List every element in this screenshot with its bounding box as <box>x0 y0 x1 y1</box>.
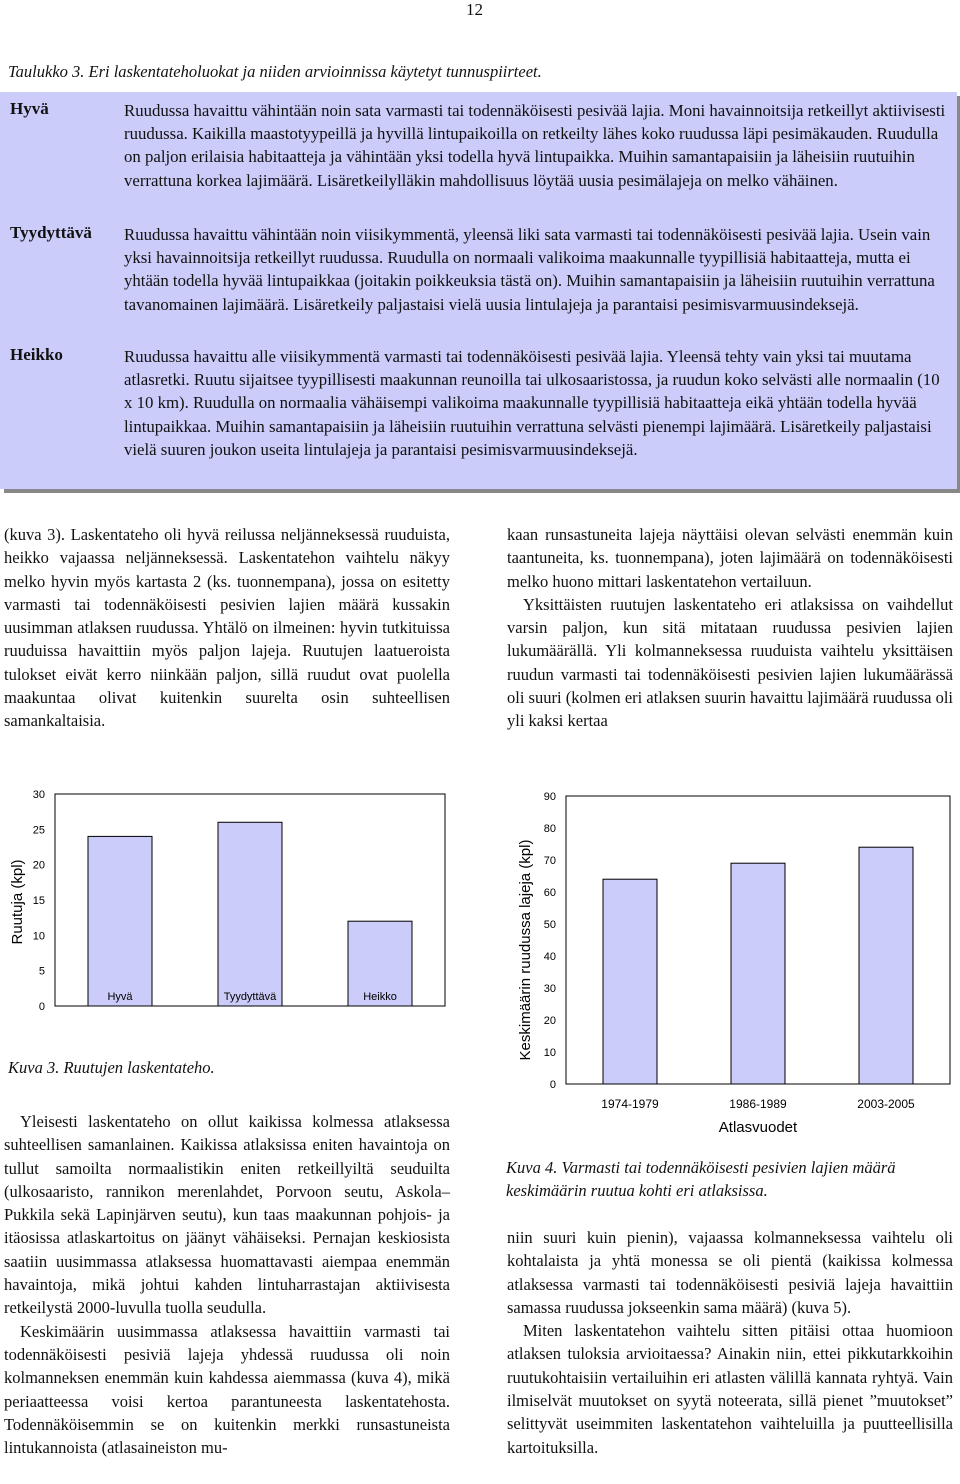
x-category-label: 1974-1979 <box>601 1097 659 1111</box>
paragraph: Keskimäärin uusimmassa atlaksessa havaittiin varmasti tai todennäköisesti pesiviä lajeja yhdessä ruudussa oli noin kolmanneksen enemmän kuin kahdessa aiemmassa (kuva 4), mikä periaatteessa voisi kertoa parantuneesta laskentatehosta. Todennäköisemmin se on kuitenkin merkki runsastuneista lintukannoista (atlasaineiston mu- <box>4 1321 450 1458</box>
body-right-bottom <box>507 1226 953 1459</box>
class-name: Tyydyttävä <box>10 223 92 242</box>
y-tick-label: 40 <box>543 951 556 963</box>
table-caption: Taulukko 3. Eri laskentateholuokat ja niiden arvioinnissa käytetyt tunnuspiirteet. <box>8 62 542 81</box>
paragraph: kaan runsastuneita lajeja näyttäisi olevan selvästi enemmän kuin taantuneita, ks. tuonnempana), joten lajimäärä on todennäköisesti melko huono mittari laskentatehon vertailuun. <box>507 525 953 591</box>
class-description: Ruudussa havaittu alle viisikymmentä varmasti tai todennäköisesti pesivää lajia. Yleensä tehty vain yksi tai muutama atlasretki. Ruutu sijaitsee tyypillisesti maakunnan reunoilla tai ulkosaaristossa, ja ruudun koko selvästi alle normaalin (10 x 10 km). Ruudulla on normaalia vähäisempi valikoima maakunnalle tyypillisiä habitaatteja eikä yhtään todella hyvää lintupaikkaa. Muihin samantapaisiin ja läheisiin ruutuihin verrattuna selvästi pienempi lajimäärä. Lisäretkeily paljastaisi vielä suuren joukon useita lintulajeja ja parantaisi pesimisvarmuusindeksejä. <box>124 347 940 459</box>
x-axis-title: Atlasvuodet <box>718 1119 798 1136</box>
class-description: Ruudussa havaittu vähintään noin sata varmasti tai todennäköisesti pesivää lajia. Moni havainnoitsija retkeillyt aktiivisesti ruudussa. Kaikilla maastotyypeillä ja hyvillä lintupaikoilla on retkeilty lähes koko ruudussa läpi pesimäkauden. Ruudulla on paljon erilaisia habitaatteja ja vähintään yksi todella hyvä lintupaikka. Muihin samantapaisiin ja läheisiin ruutuihin verrattuna korkea lajimäärä. Lisäretkeilylläkin mahdollisuus löytää uusia pesimälajeja on melko vähäinen. <box>124 101 946 190</box>
y-axis-title: Keskimäärin ruudussa lajeja (kpl) <box>517 839 534 1061</box>
paragraph: Miten laskentatehon vaihtelu sitten pitäisi ottaa huomioon atlaksen tuloksia arvioitaessa? Ainakin niin, ettei pikkutarkkoihin ruutukohtaisiin vertailuihin eri atlasten välillä kannata ryhtyä. Vain ilmiselvät muutokset on syytä noteerata, sillä pienet ”muutokset” selittyvät useimmiten laskentatehon vaihteluilla ja puutteellisilla kartoituksilla. <box>507 1321 953 1457</box>
class-name: Heikko <box>10 345 63 364</box>
class-name: Hyvä <box>10 99 49 118</box>
y-tick-label: 60 <box>543 887 556 899</box>
y-tick-label: 90 <box>543 791 556 803</box>
y-tick-label: 20 <box>543 1015 556 1027</box>
y-tick-label: 20 <box>32 859 45 872</box>
x-category-label: Tyydyttävä <box>223 991 277 1003</box>
y-tick-label: 15 <box>32 895 45 907</box>
paragraph: niin suuri kuin pienin), vajaassa kolmanneksessa vaihtelu oli kohtalaista ja yhtä monessa se oli pientä (kaikissa kolmessa atlaksessa varmasti tai todennäköisesti pesiviä lajeja havaittiin samassa ruudussa jokseenkin sama määrä) (kuva 5). <box>507 1228 953 1317</box>
bar-1 <box>603 879 657 1084</box>
bar-1 <box>88 836 152 1006</box>
bar-3 <box>859 847 913 1084</box>
x-category-label: Hyvä <box>107 991 133 1003</box>
bar-2 <box>218 822 282 1006</box>
x-category-label: 2003-2005 <box>857 1097 915 1111</box>
body-right-top <box>507 523 953 733</box>
classes-table <box>0 92 957 489</box>
paragraph: Yksittäisten ruutujen laskentateho eri atlaksissa on vaihdellut varsin paljon, kun sitä mitataan ruudussa pesivien lajien lukumäärällä. Yli kolmanneksessa ruuduista vaihtelu yksittäisen ruudun varmasti tai todennäköisesti pesivien lajien lukumäärässä oli suuri (kolmen eri atlaksen suurin havaittu lajimäärä ruudussa oli yli kaksi kertaa <box>507 594 953 731</box>
y-axis-title: Ruutuja (kpl) <box>9 859 26 945</box>
y-tick-label: 10 <box>32 930 45 943</box>
x-category-label: 1986-1989 <box>729 1097 787 1111</box>
x-category-label: Heikko <box>363 991 397 1003</box>
page-number: 12 <box>466 0 483 19</box>
chart-lajeja-keskimaarin <box>508 780 958 1150</box>
y-tick-label: 80 <box>543 823 556 835</box>
y-tick-label: 30 <box>543 983 556 995</box>
y-tick-label: 70 <box>543 855 556 867</box>
class-description: Ruudussa havaittu vähintään noin viisikymmentä, yleensä liki sata varmasti tai todennäköisesti pesivää lajia. Usein vain yksi havainnoitsija retkeillyt ruudussa. Ruudulla on normaali valikoima maakunnalle tyypillisiä habitaatteja, mutta ei yhtään todella hyvää lintupaikkaa (joitakin poikkeuksia tästä on). Muihin samantapaisiin ja läheisiin ruutuihin verrattuna tavanomainen lajimäärä. Lisäretkeily paljastaisi vielä uusia lintulajeja ja parantaisi pesimisvarmuusindeksejä. <box>124 225 935 314</box>
y-tick-label: 50 <box>543 919 556 931</box>
figure4-caption: Kuva 4. Varmasti tai todennäköisesti pesivien lajien määrä keskimäärin ruutua kohti eri atlaksissa. <box>506 1158 896 1200</box>
body-left-top <box>4 523 450 733</box>
bar-2 <box>731 863 785 1084</box>
y-tick-label: 0 <box>38 1001 45 1013</box>
figure3-caption: Kuva 3. Ruutujen laskentateho. <box>8 1058 215 1077</box>
y-tick-label: 5 <box>38 965 45 978</box>
chart-ruutujen-laskentateho <box>0 778 460 1048</box>
y-tick-label: 0 <box>549 1079 556 1091</box>
y-tick-label: 10 <box>543 1047 556 1059</box>
paragraph: (kuva 3). Laskentateho oli hyvä reilussa neljänneksessä ruuduista, heikko vajaassa neljänneksessä. Laskentatehon vaihtelu näkyy melko hyvin myös kartasta 2 (ks. tuonnempana), jossa on esitetty varmasti tai todennäköisesti pesivien lajien määrä kussakin uusimman atlaksen ruudussa. Yhtälö on ilmeinen: hyvin tutkituissa ruuduissa havaittiin myös paljon lajeja. Ruutujen laatueroista tulokset eivät kerro niinkään paljon, sillä ruudut ovat puolella maakuntaa olivat kuitenkin suurelta osin suhteellisen samankaltaisia. <box>4 525 450 731</box>
paragraph: Yleisesti laskentateho on ollut kaikissa kolmessa atlaksessa suhteellisen samanlainen. Kaikissa atlaksissa eniten havaintoja on tullut samoilta normaalistikin eniten retkeillyiltä seuduilta (ulkosaaristo, rannikon merenlahdet, Porvoon seutu, Askola–Pukkila sekä Lapinjärven seutu), kun taas maakunnan pohjois- ja itäosissa atlaskartoitus on jäänyt vähäiseksi. Pernajan keskiosista saatiin uusimmassa atlaksessa huomattavasti aiempaa enemmän havaintoja, mikä johtui kahden lintuharrastajan aktiivisesta retkeilystä 2000-luvulla tuolla seudulla. <box>4 1112 450 1318</box>
y-tick-label: 25 <box>32 824 45 837</box>
y-tick-label: 30 <box>32 789 45 801</box>
body-left-bottom <box>4 1110 450 1459</box>
